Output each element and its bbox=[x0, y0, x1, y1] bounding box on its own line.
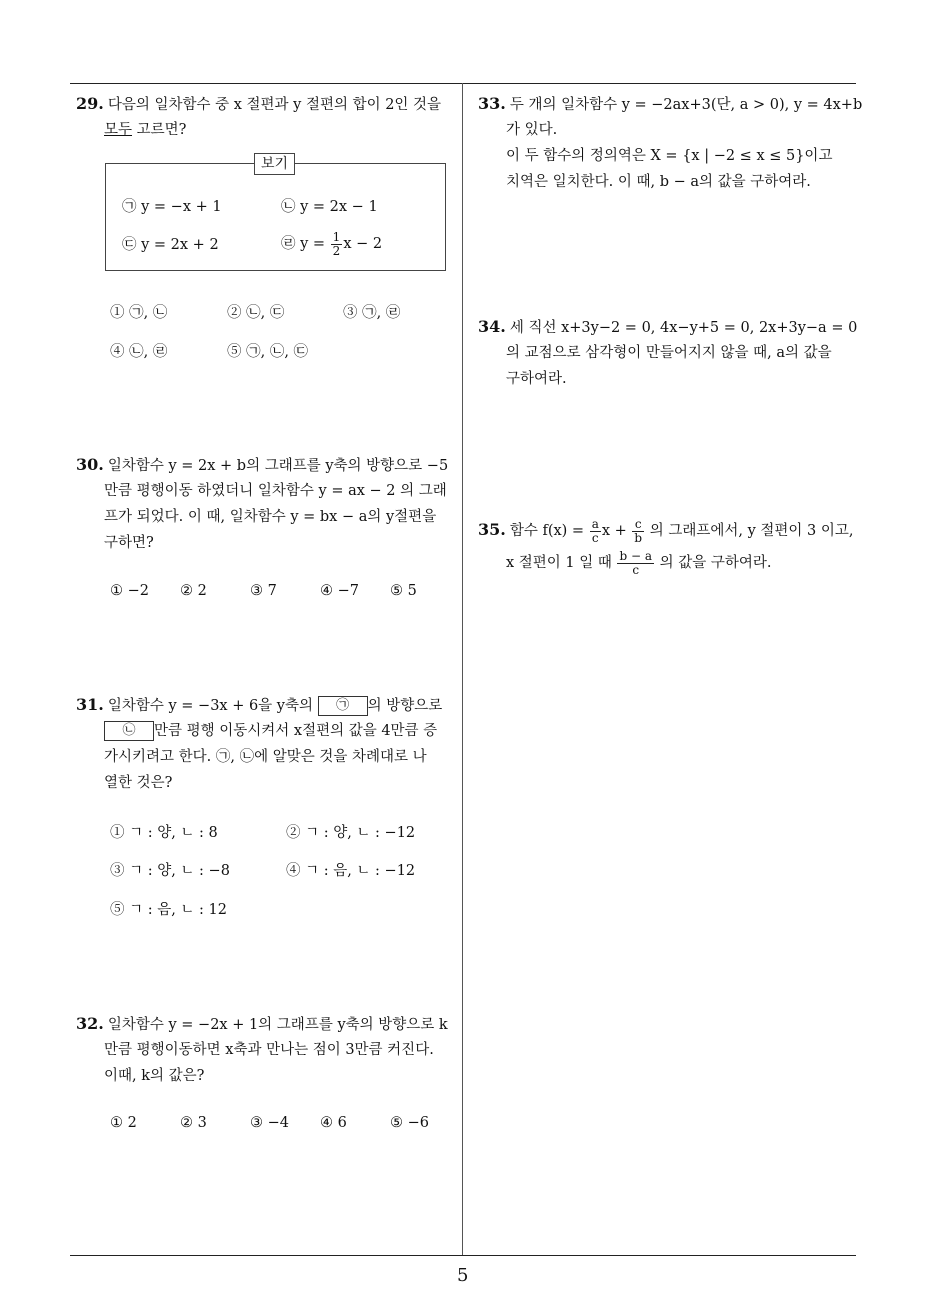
bottom-rule bbox=[70, 1255, 856, 1256]
q29-item4-den: 2 bbox=[332, 243, 341, 258]
page-number: 5 bbox=[457, 1265, 469, 1286]
q29-text1: 다음의 일차함수 중 x 절편과 y 절편의 합이 2인 것을 bbox=[107, 97, 442, 113]
q29-bogi-label: 보기 bbox=[254, 153, 295, 175]
q32-choice4[interactable]: ④ 6 bbox=[320, 1115, 347, 1131]
q29-line2 bbox=[104, 117, 186, 143]
q34-number: 34. bbox=[478, 317, 506, 336]
q29-choice3[interactable]: ③ ㉠, ㉣ bbox=[343, 305, 401, 321]
q35-text2a: x 절편이 1 일 때 bbox=[506, 555, 617, 571]
q29-item1: ㉠ y = −x + 1 bbox=[122, 199, 222, 215]
q32-line2: 만큼 평행이동하면 x축과 만나는 점이 3만큼 커진다. bbox=[104, 1042, 434, 1058]
q29-item4-pre: ㉣ y = bbox=[281, 236, 330, 252]
q33-line2: 가 있다. bbox=[506, 122, 558, 138]
q34-line1 bbox=[478, 314, 863, 341]
q34-line2: 의 교점으로 삼각형이 만들어지지 않을 때, a의 값을 bbox=[506, 345, 832, 361]
q29-item3: ㉢ y = 2x + 2 bbox=[122, 237, 219, 253]
q32-line1 bbox=[76, 1011, 461, 1038]
q30-number: 30. bbox=[76, 455, 104, 474]
q31-choice2[interactable]: ② ㄱ : 양, ㄴ : −12 bbox=[286, 825, 416, 841]
q31-line3: 가시키려고 한다. ㉠, ㉡에 알맞은 것을 차례대로 나 bbox=[104, 749, 427, 765]
q35-text1c: 의 그래프에서, y 절편이 3 이고, bbox=[645, 523, 854, 539]
q35-number: 35. bbox=[478, 520, 506, 539]
q35-fraction3 bbox=[617, 550, 654, 577]
q30-choice2[interactable]: ② 2 bbox=[180, 583, 207, 599]
q30-choice1[interactable]: ① −2 bbox=[110, 583, 149, 599]
q30-text1: 일차함수 y = 2x + b의 그래프를 y축의 방향으로 −5 bbox=[107, 458, 449, 474]
q29-item4-post: x − 2 bbox=[343, 236, 383, 252]
q32-choice1[interactable]: ① 2 bbox=[110, 1115, 137, 1131]
q32-choice5[interactable]: ⑤ −6 bbox=[390, 1115, 429, 1131]
q35-line1 bbox=[478, 512, 863, 549]
q31-choice1[interactable]: ① ㄱ : 양, ㄴ : 8 bbox=[110, 825, 218, 841]
q31-choice3[interactable]: ③ ㄱ : 양, ㄴ : −8 bbox=[110, 863, 230, 879]
q35-fraction1 bbox=[590, 518, 601, 545]
q32-choice2[interactable]: ② 3 bbox=[180, 1115, 207, 1131]
q33-line3: 이 두 함수의 정의역은 X = {x | −2 ≤ x ≤ 5}이고 bbox=[506, 148, 833, 164]
q30-line1 bbox=[76, 452, 461, 479]
q32-choice3[interactable]: ③ −4 bbox=[250, 1115, 289, 1131]
q35-text2b: 의 값을 구하여라. bbox=[655, 555, 772, 571]
q35-f2-den: b bbox=[634, 530, 643, 545]
q31-number: 31. bbox=[76, 695, 104, 714]
q35-fraction2 bbox=[632, 518, 644, 545]
q29-item4-fraction bbox=[331, 231, 343, 258]
q31-blank2: ㉡ bbox=[104, 721, 154, 741]
q29-text2: 고르면? bbox=[132, 122, 187, 138]
q35-text1b: x + bbox=[601, 523, 632, 539]
q29-choice2[interactable]: ② ㉡, ㉢ bbox=[227, 305, 285, 321]
q35-f3-den: c bbox=[632, 562, 640, 577]
q31-line2 bbox=[104, 718, 437, 744]
q30-line3: 프가 되었다. 이 때, 일차함수 y = bx − a의 y절편을 bbox=[104, 509, 437, 525]
q29-line1 bbox=[76, 91, 461, 118]
q29-item2: ㉡ y = 2x − 1 bbox=[281, 199, 378, 215]
q31-choice5[interactable]: ⑤ ㄱ : 음, ㄴ : 12 bbox=[110, 902, 228, 918]
q29-underlined: 모두 bbox=[104, 122, 133, 138]
q35-f3-num: b − a bbox=[619, 548, 653, 563]
q35-f1-num: a bbox=[591, 516, 599, 531]
q31-choice4[interactable]: ④ ㄱ : 음, ㄴ : −12 bbox=[286, 863, 416, 879]
q29-item4-num: 1 bbox=[332, 229, 341, 244]
q29-choice1[interactable]: ① ㉠, ㉡ bbox=[110, 305, 168, 321]
q33-line4: 치역은 일치한다. 이 때, b − a의 값을 구하여라. bbox=[506, 174, 811, 190]
column-divider bbox=[462, 83, 463, 1255]
q33-line1 bbox=[478, 91, 863, 118]
q31-blank1: ㉠ bbox=[318, 696, 368, 716]
q31-line1 bbox=[76, 692, 461, 719]
q29-item4 bbox=[281, 228, 382, 260]
q32-number: 32. bbox=[76, 1014, 104, 1033]
q31-line4: 열한 것은? bbox=[104, 775, 173, 791]
q31-text1b: 의 방향으로 bbox=[367, 698, 443, 714]
q29-number: 29. bbox=[76, 94, 104, 113]
q35-line2 bbox=[506, 545, 772, 581]
q32-line3: 이때, k의 값은? bbox=[104, 1068, 205, 1084]
q29-choice4[interactable]: ④ ㉡, ㉣ bbox=[110, 344, 168, 360]
q33-text1: 두 개의 일차함수 y = −2ax+3(단, a > 0), y = 4x+b bbox=[509, 97, 863, 113]
q31-text1a: 일차함수 y = −3x + 6을 y축의 bbox=[107, 698, 314, 714]
q29-choice5[interactable]: ⑤ ㉠, ㉡, ㉢ bbox=[227, 344, 309, 360]
q30-choice4[interactable]: ④ −7 bbox=[320, 583, 359, 599]
q34-line3: 구하여라. bbox=[506, 371, 567, 387]
q33-number: 33. bbox=[478, 94, 506, 113]
top-rule bbox=[70, 83, 856, 84]
q32-text1: 일차함수 y = −2x + 1의 그래프를 y축의 방향으로 k bbox=[107, 1017, 448, 1033]
q35-text1a: 함수 f(x) = bbox=[509, 523, 589, 539]
q35-f2-num: c bbox=[632, 518, 644, 532]
q30-choice3[interactable]: ③ 7 bbox=[250, 583, 277, 599]
q34-text1: 세 직선 x+3y−2 = 0, 4x−y+5 = 0, 2x+3y−a = 0 bbox=[509, 320, 858, 336]
q30-line2: 만큼 평행이동 하였더니 일차함수 y = ax − 2 의 그래 bbox=[104, 483, 447, 499]
q30-line4: 구하면? bbox=[104, 535, 154, 551]
q35-f1-den: c bbox=[591, 530, 599, 545]
q30-choice5[interactable]: ⑤ 5 bbox=[390, 583, 417, 599]
q31-text2: 만큼 평행 이동시켜서 x절편의 값을 4만큼 증 bbox=[154, 723, 438, 739]
